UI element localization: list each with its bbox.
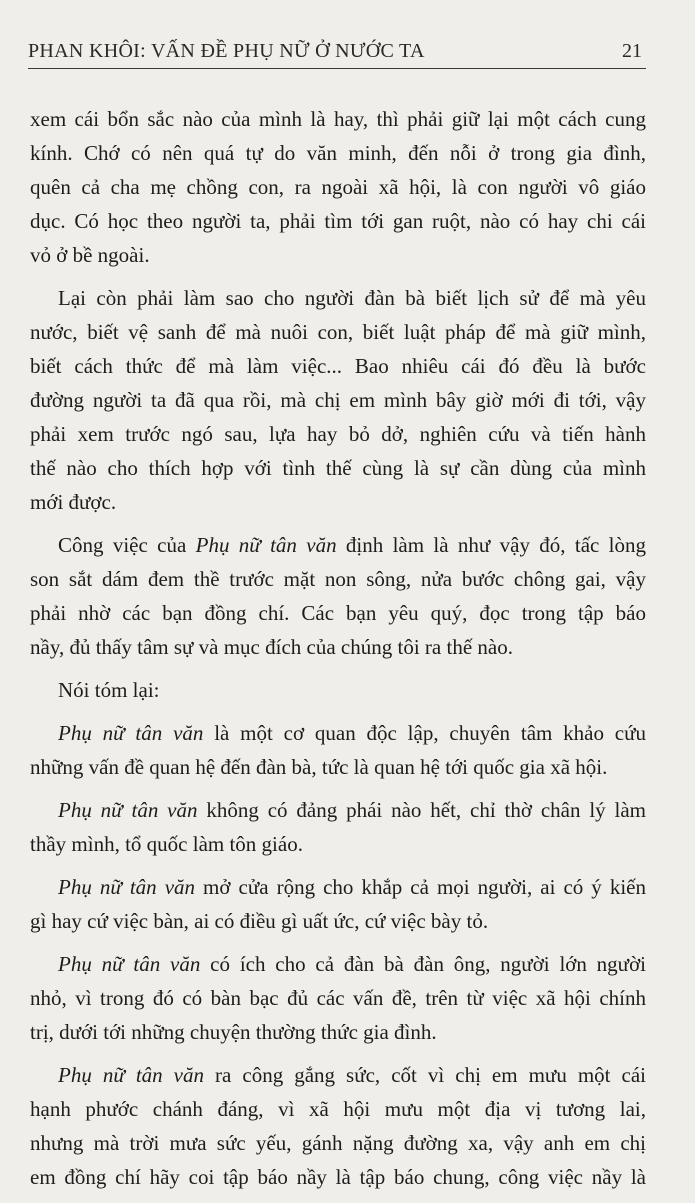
text-line: son sắt dám đem thề trước mặt non sông, nửa bước chông gai, vậy	[30, 567, 646, 591]
publication-name: Phụ nữ tân văn	[58, 721, 204, 745]
running-header	[28, 38, 646, 69]
text-line: nhưng mà trời mưa sức yếu, gánh nặng đường xa, vậy anh em chị	[30, 1131, 646, 1155]
text-line: hạnh phước chánh đáng, vì xã hội mưu một địa vị tương lai,	[30, 1097, 646, 1121]
text-line: dục. Có học theo người ta, phải tìm tới gan ruột, nào có hay chi cái	[30, 209, 646, 233]
text-line: phải nhờ các bạn đồng chí. Các bạn yêu quý, đọc trong tập báo	[30, 601, 646, 625]
text-line: quên cả cha mẹ chồng con, ra ngoài xã hội, là con người vô giáo	[30, 175, 646, 199]
paragraph	[30, 281, 646, 519]
text-line: gì hay cứ việc bàn, ai có điều gì uất ức, cứ việc bày tỏ.	[30, 909, 489, 933]
text-run: mở cửa rộng cho khắp cả mọi người, ai có ý kiến	[195, 875, 646, 899]
text-line	[30, 947, 646, 981]
page-number: 21	[622, 40, 642, 62]
text-run: định làm là như vậy đó, tấc lòng	[336, 533, 647, 557]
publication-name: Phụ nữ tân văn	[58, 1063, 205, 1087]
text-line: trị, dưới tới những chuyện thường thức gia đình.	[30, 1020, 437, 1044]
body-text	[30, 102, 646, 1203]
text-line: đường người ta đã qua rồi, mà chị em mình bây giờ mới đi tới, vậy	[30, 388, 646, 412]
publication-name: Phụ nữ tân văn	[195, 533, 337, 557]
text-line: thế nào cho thích hợp với tình thế cùng là sự cần dùng của mình	[30, 456, 646, 480]
paragraph	[30, 673, 646, 707]
text-line	[30, 870, 646, 904]
text-line: những vấn đề quan hệ đến đàn bà, tức là quan hệ tới quốc gia xã hội.	[30, 755, 608, 779]
text-line: nhỏ, vì trong đó có bàn bạc đủ các vấn đề, trên từ việc xã hội chính	[30, 986, 646, 1010]
text-line	[30, 528, 646, 562]
text-run: ra công gắng sức, cốt vì chị em mưu một cái	[204, 1063, 647, 1087]
text-run: có ích cho cả đàn bà đàn ông, người lớn người	[200, 952, 647, 976]
text-run: là một cơ quan độc lập, chuyên tâm khảo cứu	[203, 721, 647, 745]
text-line: mới được.	[30, 490, 117, 514]
text-line	[30, 716, 646, 750]
text-line: Lại còn phải làm sao cho người đàn bà biết lịch sử để mà yêu	[58, 286, 646, 310]
paragraph	[30, 1058, 646, 1194]
text-run: không có đảng phái nào hết, chỉ thờ chân lý làm	[197, 798, 647, 822]
text-line: xem cái bổn sắc nào của mình là hay, thì phải giữ lại một cách cung	[30, 107, 646, 131]
paragraph	[30, 716, 646, 784]
publication-name: Phụ nữ tân văn	[58, 875, 196, 899]
text-run: Công việc của	[58, 533, 196, 557]
paragraph	[30, 528, 646, 664]
text-line: vỏ ở bề ngoài.	[30, 243, 150, 267]
text-line: biết cách thức để mà làm việc... Bao nhiêu cái đó đều là bước	[30, 354, 646, 378]
publication-name: Phụ nữ tân văn	[58, 798, 198, 822]
text-line: nước, biết vệ sanh để mà nuôi con, biết luật pháp để mà giữ mình,	[30, 320, 646, 344]
publication-name: Phụ nữ tân văn	[58, 952, 201, 976]
paragraph	[30, 102, 646, 272]
paragraph	[30, 947, 646, 1049]
paragraph	[30, 793, 646, 861]
text-line	[30, 793, 646, 827]
text-line: kính. Chớ có nên quá tự do văn minh, đến nỗi ở trong gia đình,	[30, 141, 646, 165]
paragraph	[30, 870, 646, 938]
text-line: thầy mình, tổ quốc làm tôn giáo.	[30, 832, 303, 856]
text-line: Nói tóm lại:	[58, 678, 160, 702]
text-line: nầy, đủ thấy tâm sự và mục đích của chúng tôi ra thế nào.	[30, 635, 513, 659]
header-title: PHAN KHÔI: VẤN ĐỀ PHỤ NỮ Ở NƯỚC TA	[28, 40, 425, 62]
text-line	[30, 1058, 646, 1092]
text-line: em đồng chí hãy coi tập báo nầy là tập báo chung, công việc nầy là	[30, 1165, 646, 1189]
text-line: phải xem trước ngó sau, lựa hay bỏ dở, nghiên cứu và tiến hành	[30, 422, 646, 446]
